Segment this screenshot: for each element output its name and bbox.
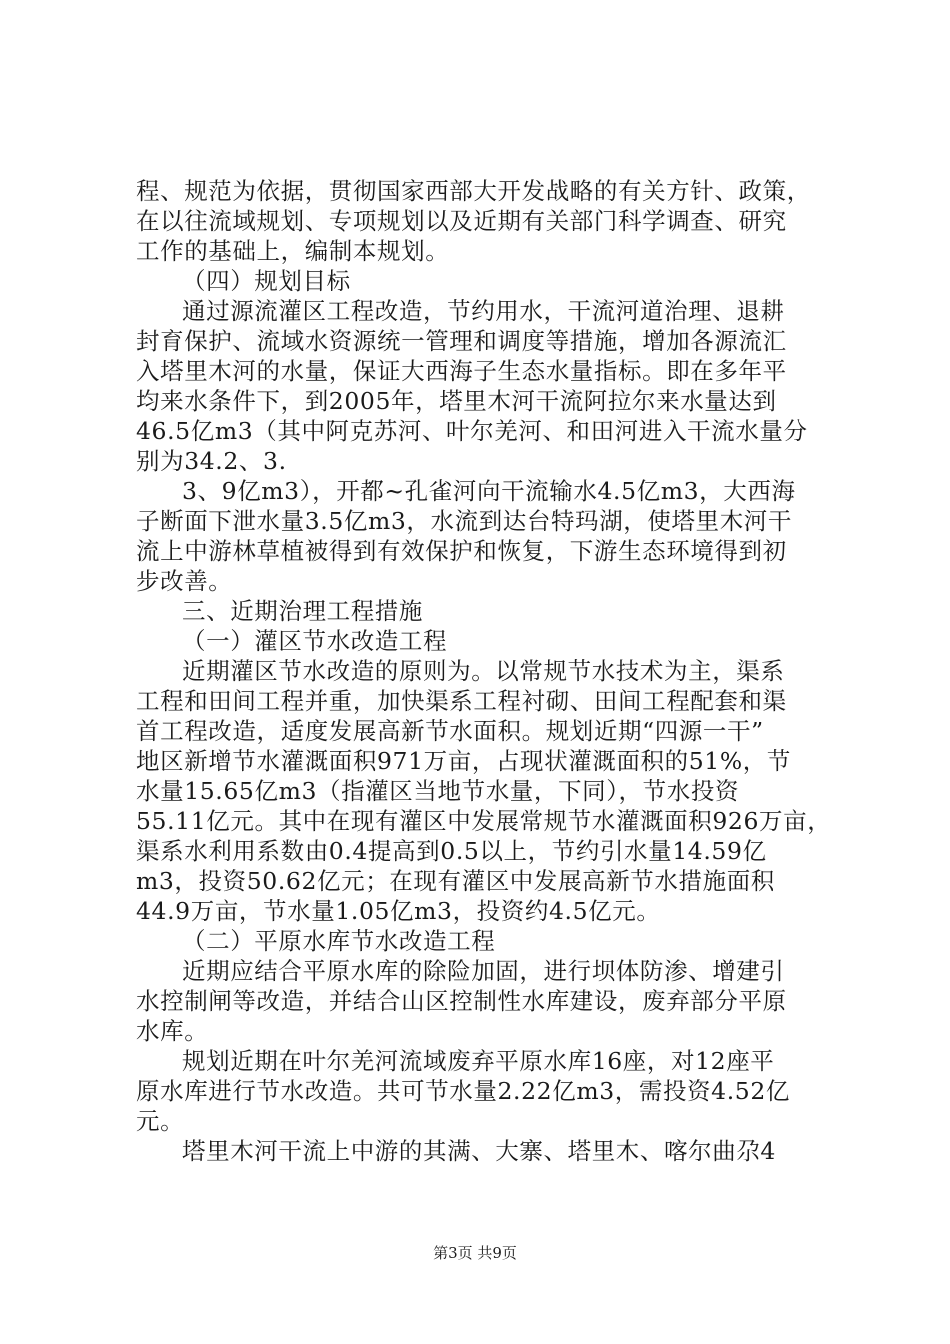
document-body (136, 176, 832, 1166)
text-line: 近期应结合平原水库的除险加固，进行坝体防渗、增建引 (182, 957, 785, 985)
text-line: 封育保护、流域水资源统一管理和调度等措施，增加各源流汇 (136, 327, 787, 355)
text-line: 子断面下泄水量3.5亿m3，水流到达台特玛湖，使塔里木河干 (136, 507, 793, 535)
text-line: 入塔里木河的水量，保证大西海子生态水量指标。即在多年平 (136, 357, 787, 385)
text-line: 3、9亿m3），开都~孔雀河向干流输水4.5亿m3，大西海 (182, 477, 796, 505)
text-line: 46.5亿m3（其中阿克苏河、叶尔羌河、和田河进入干流水量分 (136, 417, 808, 445)
text-line: 元。 (136, 1107, 185, 1135)
text-line: 近期灌区节水改造的原则为。以常规节水技术为主，渠系 (182, 657, 785, 685)
text-line: 渠系水利用系数由0.4提高到0.5以上，节约引水量14.59亿 (136, 837, 767, 865)
text-line: 水控制闸等改造，并结合山区控制性水库建设，废弃部分平原 (136, 987, 787, 1015)
text-line: 通过源流灌区工程改造，节约用水，干流河道治理、退耕 (182, 297, 785, 325)
text-line: （二）平原水库节水改造工程 (182, 927, 496, 955)
text-line: 在以往流域规划、专项规划以及近期有关部门科学调查、研究 (136, 207, 787, 235)
text-line: 工程和田间工程并重，加快渠系工程衬砌、田间工程配套和渠 (136, 687, 787, 715)
text-line: （一）灌区节水改造工程 (182, 627, 448, 655)
text-line: （四）规划目标 (182, 267, 351, 295)
text-line: 水量15.65亿m3（指灌区当地节水量，下同），节水投资 (136, 777, 740, 805)
text-line: 地区新增节水灌溉面积971万亩，占现状灌溉面积的51%，节 (136, 747, 791, 775)
text-line: 塔里木河干流上中游的其满、大寨、塔里木、喀尔曲尕4 (182, 1137, 776, 1165)
text-line: 55.11亿元。其中在现有灌区中发展常规节水灌溉面积926万亩， (136, 807, 832, 835)
text-line: 程、规范为依据，贯彻国家西部大开发战略的有关方针、政策， (136, 177, 811, 205)
text-line: 三、近期治理工程措施 (182, 597, 423, 625)
text-line: 首工程改造，适度发展高新节水面积。规划近期“四源一干” (136, 717, 764, 745)
text-line: 工作的基础上，编制本规划。 (136, 237, 450, 265)
text-line: 原水库进行节水改造。共可节水量2.22亿m3，需投资4.52亿 (136, 1077, 790, 1105)
text-line: 流上中游林草植被得到有效保护和恢复，下游生态环境得到初 (136, 537, 787, 565)
text-line: 步改善。 (136, 567, 233, 595)
text-line: 别为34.2、3. (136, 447, 287, 475)
text-line: 规划近期在叶尔羌河流域废弃平原水库16座，对12座平 (182, 1047, 775, 1075)
text-line: m3，投资50.62亿元；在现有灌区中发展高新节水措施面积 (136, 867, 775, 895)
text-line: 水库。 (136, 1017, 209, 1045)
text-line: 44.9万亩，节水量1.05亿m3，投资约4.5亿元。 (136, 897, 661, 925)
page-footer: 第3页 共9页 (433, 1244, 517, 1262)
text-line: 均来水条件下，到2005年，塔里木河干流阿拉尔来水量达到 (136, 387, 777, 415)
